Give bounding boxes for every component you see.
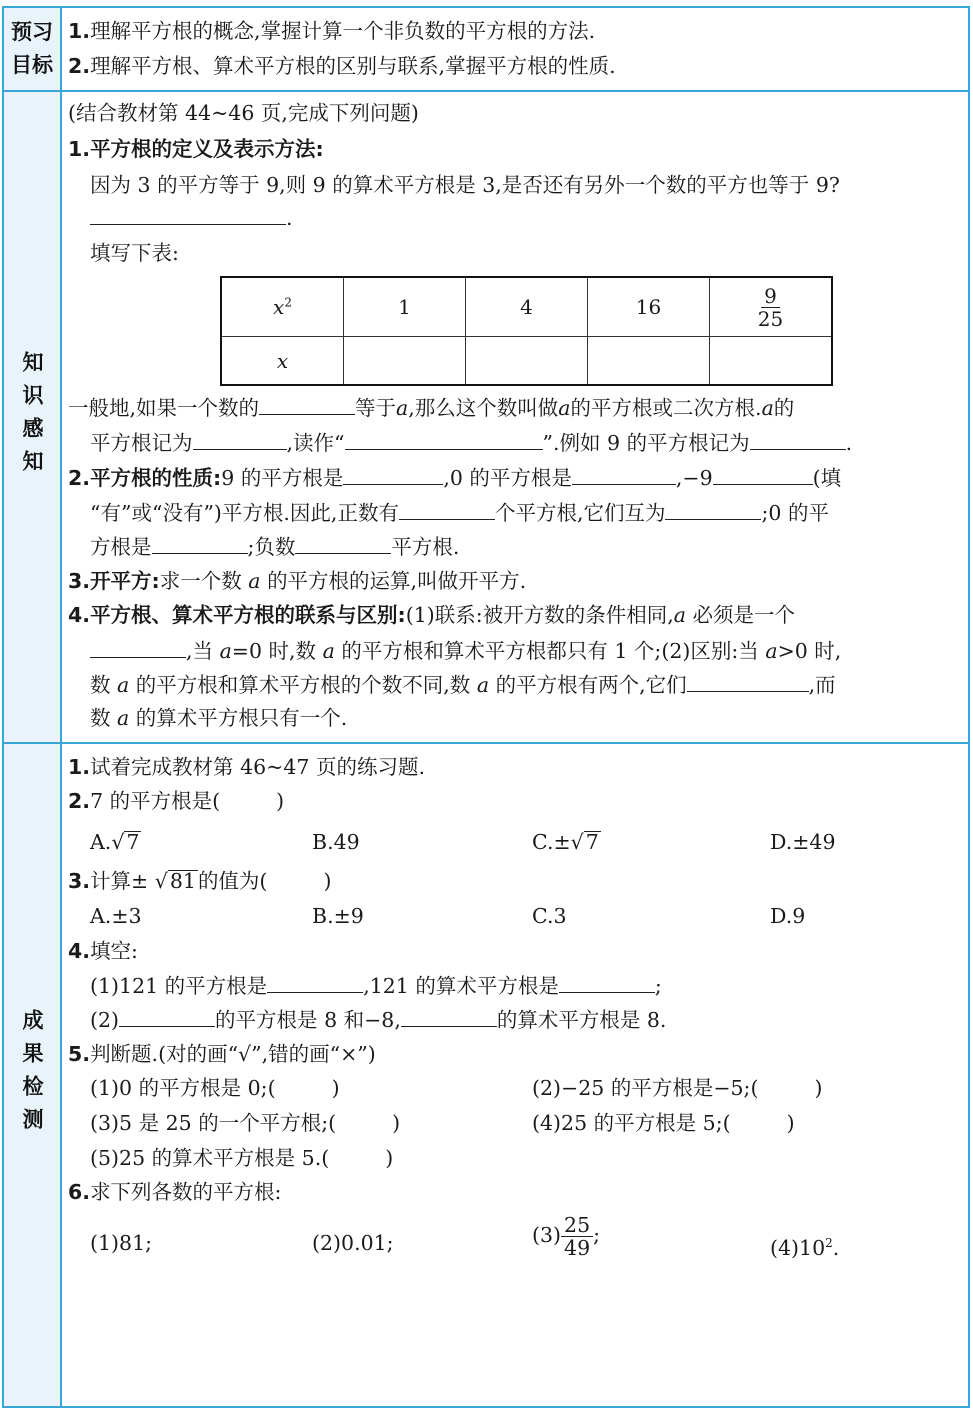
answer-blank[interactable]	[401, 1006, 497, 1027]
results-section	[2, 744, 970, 1408]
q4-line-1: 4.平方根、算术平方根的联系与区别:(1)联系:被开方数的条件相同,a 必须是一个	[68, 603, 795, 627]
knowledge-section	[2, 92, 970, 744]
p6-item-1: (1)81;	[90, 1231, 153, 1255]
answer-blank[interactable]	[399, 499, 495, 520]
table-cell: 4	[466, 277, 588, 337]
table-cell: 1	[344, 277, 466, 337]
p5-item-5: (5)25 的算术平方根是 5.( )	[90, 1146, 394, 1170]
table-answer-cell[interactable]	[710, 337, 833, 386]
fill-table-prompt: 填写下表:	[90, 241, 179, 265]
answer-blank[interactable]	[193, 429, 287, 450]
p1-line: 1.试着完成教材第 46~47 页的练习题.	[68, 755, 425, 779]
p5-item-2: (2)−25 的平方根是−5;( )	[532, 1076, 823, 1100]
preview-section	[2, 6, 970, 92]
table-answer-cell[interactable]	[466, 337, 588, 386]
definition-line-1: 一般地,如果一个数的 等于a,那么这个数叫做a的平方根或二次方根.a的	[68, 396, 795, 420]
q4-line-2: ,当 a=0 时,数 a 的平方根和算术平方根都只有 1 个;(2)区别:当 a>0 时,	[90, 637, 841, 664]
preview-item-2: 2.理解平方根、算术平方根的区别与联系,掌握平方根的性质.	[68, 54, 616, 78]
preview-item-1: 1.理解平方根的概念,掌握计算一个非负数的平方根的方法.	[68, 19, 596, 43]
preview-label: 预习 目标	[4, 8, 62, 90]
q1-title: 1.平方根的定义及表示方法:	[68, 137, 324, 161]
p5-item-3: (3)5 是 25 的一个平方根;( )	[90, 1111, 401, 1135]
answer-blank[interactable]	[90, 637, 186, 658]
p6-item-4: $(4)10^2$.	[770, 1235, 840, 1260]
q1-text: 因为 3 的平方等于 9,则 9 的算术平方根是 3,是否还有另外一个数的平方也等于 9?	[90, 173, 840, 197]
p4-title: 4.填空:	[68, 939, 138, 963]
p3-option-c[interactable]: C.3	[532, 904, 567, 928]
p5-item-4: (4)25 的平方根是 5;( )	[532, 1111, 795, 1135]
table-answer-cell[interactable]	[588, 337, 710, 386]
p2-option-d[interactable]: D.±49	[770, 830, 836, 854]
p4-line-2: (2) 的平方根是 8 和−8, 的算术平方根是 8.	[90, 1008, 667, 1032]
p3-line: 3.计算± √81的值为( )	[68, 869, 332, 893]
p6-item-3: (3) $\frac{25}{49}$ ;	[532, 1213, 601, 1260]
q2-line-1: 2.平方根的性质:9 的平方根是 ,0 的平方根是 ,−9 (填	[68, 466, 842, 490]
p6-title: 6.求下列各数的平方根:	[68, 1180, 282, 1204]
intro: (结合教材第 44~46 页,完成下列问题)	[68, 101, 419, 125]
knowledge-label: 知识感知	[4, 92, 62, 742]
answer-blank[interactable]	[152, 533, 248, 554]
results-label: 成果检测	[4, 744, 62, 1406]
q2-line-3: 方根是 ;负数 平方根.	[90, 535, 460, 559]
p4-line-1: (1)121 的平方根是 ,121 的算术平方根是 ;	[90, 974, 662, 998]
p3-option-a[interactable]: A.±3	[90, 904, 142, 928]
answer-blank[interactable]	[345, 429, 543, 450]
p2-option-b[interactable]: B.49	[312, 830, 360, 854]
answer-blank[interactable]	[687, 671, 809, 692]
answer-blank[interactable]	[665, 499, 761, 520]
table-head-x2: $x^2$	[221, 277, 344, 337]
answer-blank[interactable]	[90, 204, 286, 225]
answer-blank[interactable]	[295, 533, 391, 554]
answer-blank[interactable]	[713, 464, 813, 485]
q3-line: 3.开平方:求一个数 a 的平方根的运算,叫做开平方.	[68, 569, 527, 593]
answer-blank[interactable]	[572, 464, 676, 485]
definition-line-2: 平方根记为 ,读作“ ”.例如 9 的平方根记为 .	[90, 431, 853, 455]
table-head-x: x	[221, 337, 344, 386]
answer-blank[interactable]	[750, 429, 846, 450]
p3-option-b[interactable]: B.±9	[312, 904, 364, 928]
p2-option-a[interactable]: A.√7	[90, 830, 140, 854]
answer-blank[interactable]	[267, 972, 363, 993]
answer-blank[interactable]	[559, 972, 655, 993]
table-cell: 16	[588, 277, 710, 337]
square-table	[220, 276, 833, 386]
q4-line-4: 数 a 的算术平方根只有一个.	[90, 706, 348, 730]
p2-line: 2.7 的平方根是( )	[68, 789, 285, 813]
p5-title: 5.判断题.(对的画“√”,错的画“×”)	[68, 1042, 376, 1066]
q2-line-2: “有”或“没有”)平方根.因此,正数有 个平方根,它们互为 ;0 的平	[90, 501, 829, 525]
p5-item-1: (1)0 的平方根是 0;( )	[90, 1076, 340, 1100]
answer-blank[interactable]	[259, 394, 355, 415]
p6-item-2: (2)0.01;	[312, 1231, 394, 1255]
q4-line-3: 数 a 的平方根和算术平方根的个数不同,数 a 的平方根有两个,它们 ,而	[90, 673, 836, 697]
p3-option-d[interactable]: D.9	[770, 904, 806, 928]
answer-blank[interactable]	[119, 1006, 215, 1027]
answer-blank[interactable]	[343, 464, 443, 485]
q1-answer-line: .	[90, 204, 293, 231]
table-answer-cell[interactable]	[344, 337, 466, 386]
p2-option-c[interactable]: C.±√7	[532, 830, 599, 854]
table-cell-fraction: $\frac{9}{25}$	[710, 277, 833, 337]
